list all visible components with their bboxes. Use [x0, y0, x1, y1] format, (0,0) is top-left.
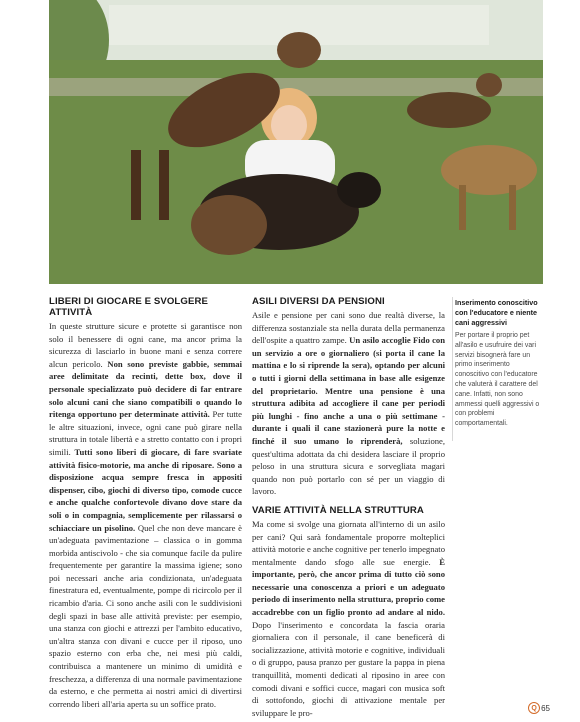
- photo-dog-fluffy: [441, 145, 537, 195]
- col1-paragraph: [49, 320, 242, 710]
- photo-dog-standing-head: [277, 32, 321, 68]
- section-heading-liberi: LIBERI DI GIOCARE E SVOLGERE ATTIVITÀ: [49, 296, 208, 318]
- photo-dog-right-head: [476, 73, 502, 97]
- sidebar-text: Per portare il proprio pet all'asilo e usufruire dei vari servizi bisognerà fare un primo inserimento conoscitivo con l'educatore che valuterà il carattere del cane. Infatti, non sono ammessi quelli aggressivi o con problemi comportamentali.: [455, 332, 540, 428]
- hero-photo-dogs-and-woman: [49, 0, 543, 284]
- col1-text-a: In queste strutture sicure e protette si garantisce non solo il benessere di ogni cane, ma ancor prima la sicurezza di lasciarlo in buone mani e senza correre alcun pericolo.: [49, 321, 242, 369]
- magazine-logo-icon: Q: [528, 702, 540, 714]
- sidebar-title: Inserimento conoscitivo con l'educatore e niente cani aggressivi: [455, 298, 538, 327]
- photo-dog-leg: [131, 150, 141, 220]
- section-heading-asili: ASILI DIVERSI DA PENSIONI: [252, 296, 385, 307]
- column-2: [252, 296, 445, 719]
- sidebar-box: [455, 296, 543, 429]
- col1-text-c: Per tutte le altre situazioni, invece, ogni cane può girare nella struttura in totale libertà e a stretto contatto con i propri simili.: [49, 409, 242, 457]
- col2-text-f: Dopo l'inserimento e concordata la fascia oraria giornaliera con il personale, il cane beneficerà di socializzazione, attività motorie e cognitive, individuali o di gruppo, pausa pranzo per gustare la pappa in piena tranquillità, momenti dedicati al riposino in aree con comodi divani e soffici cucce, magari con musica soft di sottofondo, giochi di attivazione mentale per sviluppare le pro-: [252, 619, 445, 718]
- col1-text-b-bold: Non sono previste gabbie, semmai aree delimitate da recinti, dette box, dove il personale specializzato può decidere di far entrare solo alcuni cani che siano compatibili o quando lo ritenga opportuno per determinate attività.: [49, 358, 242, 420]
- col2-text-c: soluzione, quest'ultima adottata da chi desidera lasciare il proprio peloso in una struttura sicura e sorvegliata magari quando non può portarlo con sé per un viaggio di lavoro.: [252, 435, 445, 497]
- section-heading-attivita: VARIE ATTIVITÀ NELLA STRUTTURA: [252, 504, 424, 516]
- column-1: [49, 296, 242, 710]
- photo-dog-front-body: [191, 195, 267, 255]
- col2-paragraph-1: [252, 309, 445, 498]
- page-footer: [528, 702, 550, 714]
- page-number: 65: [541, 703, 550, 713]
- photo-dog-leg: [459, 185, 466, 230]
- sidebar-divider: [452, 297, 453, 441]
- col2-text-e-bold: È importante, però, che ancor prima di tutto ciò sono necessarie una conoscenza a priori e un adeguato periodo di inserimento nella struttura, proprio come accadrebbe con un figlio pronto ad andare al nido.: [252, 556, 445, 618]
- photo-dog-right-back: [407, 92, 491, 128]
- col2-paragraph-2: [252, 518, 445, 720]
- photo-dog-leg: [159, 150, 169, 220]
- col2-text-d: Ma come si svolge una giornata all'interno di un asilo per cani? Qui sarà fondamentale proporre molteplici attività motorie e anche cognitive per tenerlo impegnato mentalmente dando sfogo alle sue energie.: [252, 518, 445, 567]
- col1-text-d-bold: Tutti sono liberi di giocare, di fare svariate attività fisico-motorie, ma anche di riposare. Sono a disposizione acqua sempre fresca in appositi dispenser, cibo, giochi di diverso tipo, comode cucce e anche qualche confortevole divano dove stare da soli o in compagnia, semplicemente per rilassarsi o schiacciare un pisolino.: [49, 446, 242, 533]
- photo-dog-leg: [509, 185, 516, 230]
- col1-text-e: Quel che non deve mancare è un'adeguata pavimentazione – classica o in gomma morbida antiscivolo - che sia comunque facile da pulire frequentemente per garantire la massima igiene; sono poi necessari anche aria condizionata, un'adeguata finestratura ed, eventualmente, pompe di ricircolo per il ricambio d'aria. Ci sono anche asili con le suddivisioni degli spazi in base alle attività previste: per esempio, una stanza con giochi e attrezzi per l'ambito educativo, un'altra stanza con divani e cucce per il riposo, uno spazio esterno con erba che, nei mesi più caldi, contribuisca a mantenere un minimo di umidità e freschezza, a differenza di una normale pavimentazione da esterno, e che permetta ai nostri amici di divertirsi correndo liberi all'aria aperta su un soffice prato.: [49, 522, 242, 709]
- photo-dog-front-head: [337, 172, 381, 208]
- col2-text-a: Asile e pensione per cani sono due realtà diverse, la differenza sostanziale sta nella durata della permanenza dell'ospite a quattro zampe.: [252, 310, 445, 346]
- photo-woman-face: [271, 105, 307, 145]
- col2-text-b-bold: Un asilo accoglie Fido con un servizio a ore o giornaliero (si porta il cane la mattina e lo si riprende la sera), optando per alcuni o tutti i giorni della settimana in base alle esigenze del proprietario. Mentre una pensione è una struttura adibita ad accogliere il cane per periodi più lunghi - fino anche a una o più settimane - durante i quali il cane stazionerà pure la notte e finché il suo umano lo riprenderà,: [252, 335, 445, 446]
- photo-illustration: [49, 0, 543, 284]
